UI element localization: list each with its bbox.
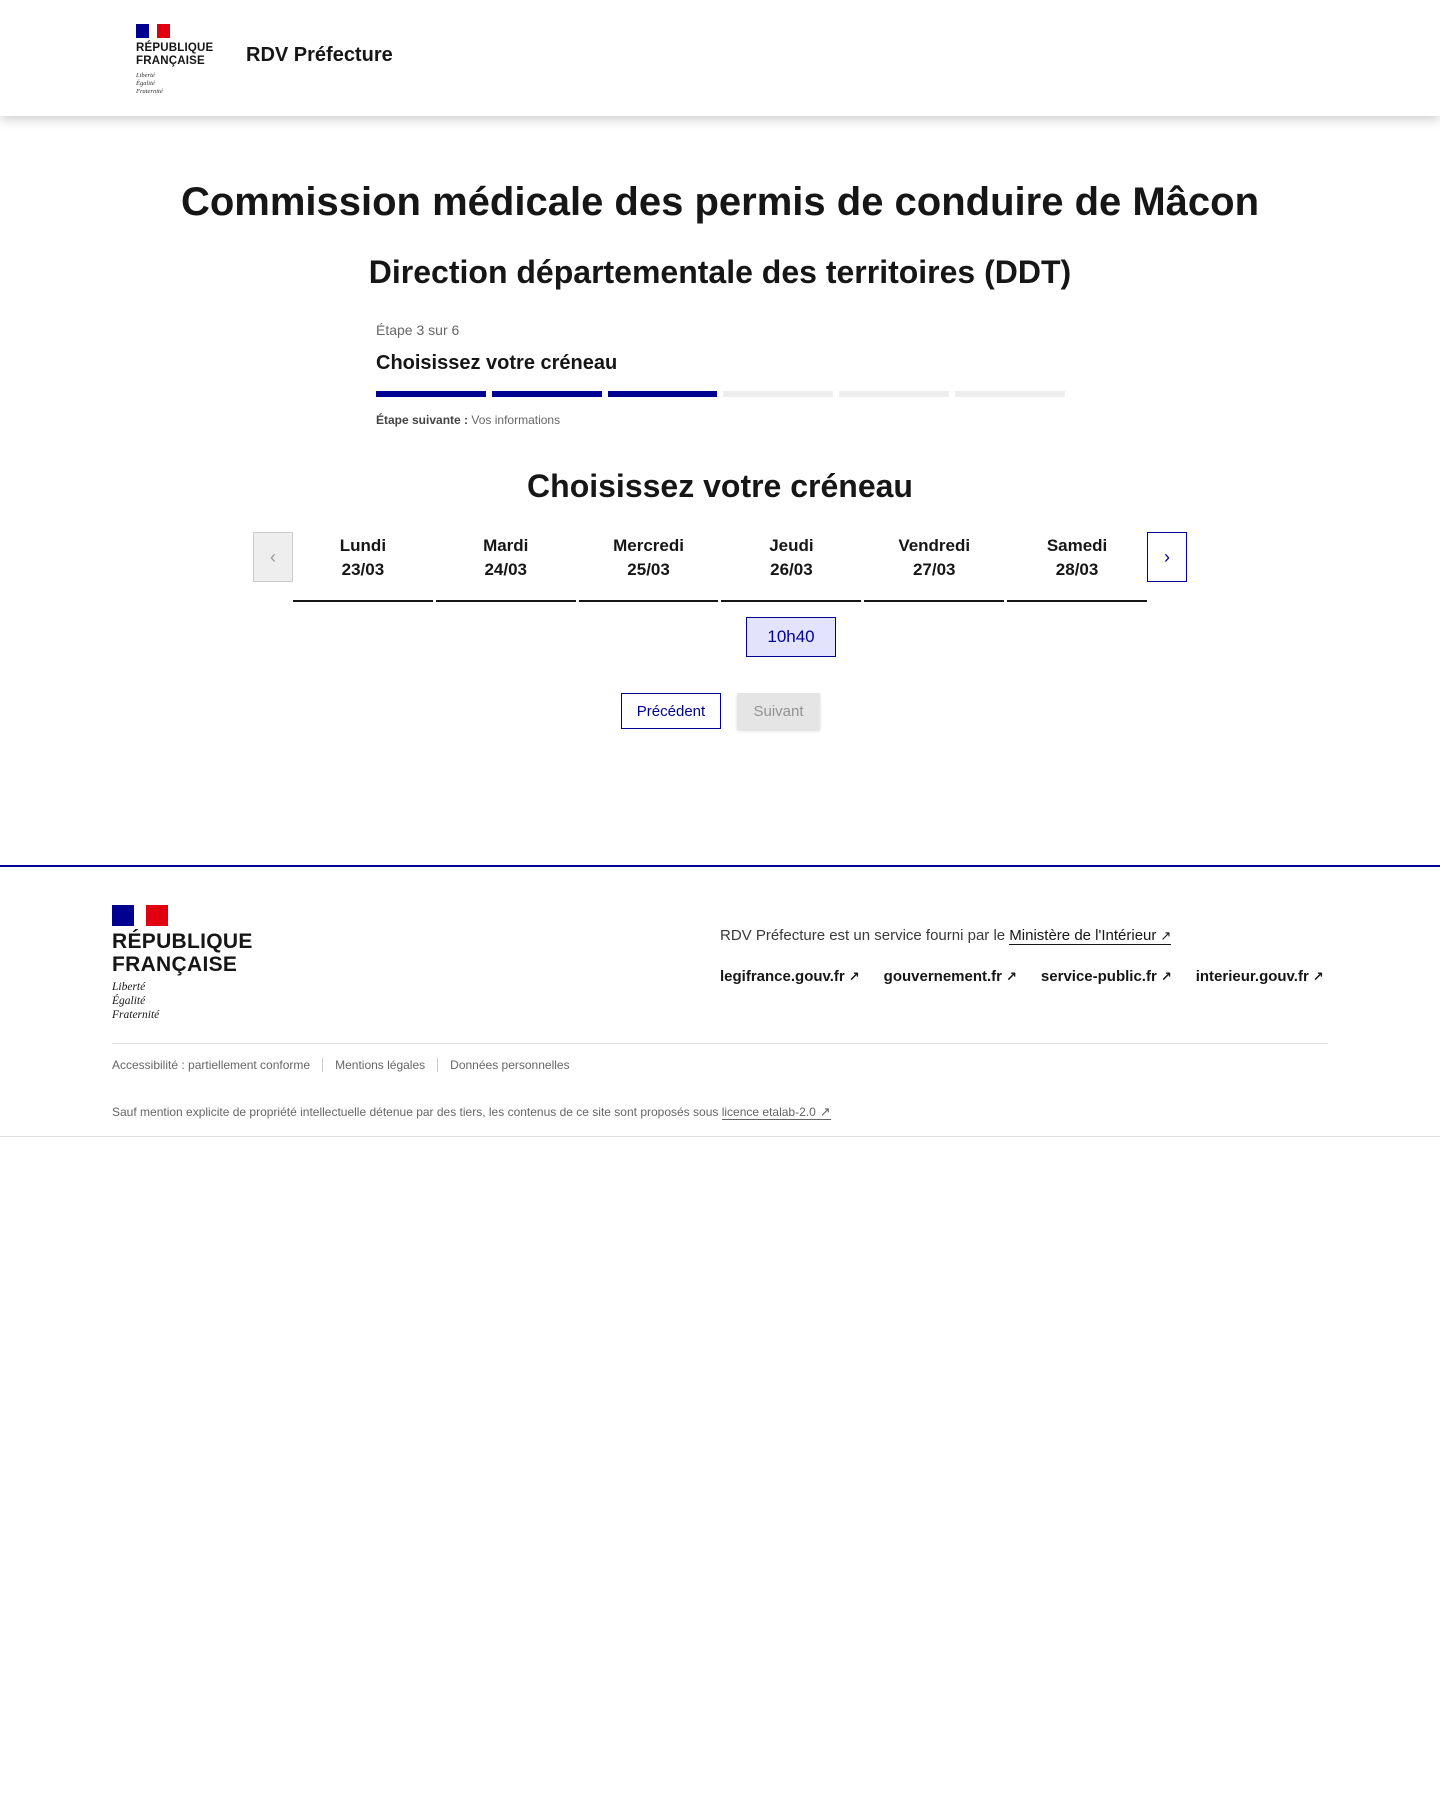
chevron-right-icon: ›	[1164, 546, 1170, 567]
service-title[interactable]: RDV Préfecture	[246, 44, 393, 66]
service-public-link[interactable]: service-public.fr ↗	[1040, 968, 1172, 985]
personal-data-link[interactable]: Données personnelles	[450, 1058, 570, 1072]
stepper	[376, 322, 1065, 427]
day-column: Lundi 23/03	[293, 532, 433, 602]
step-segment	[839, 391, 949, 397]
external-link-icon: ↗	[1312, 969, 1324, 984]
day-column: Vendredi 27/03	[864, 532, 1004, 602]
next-button[interactable]: Suivant	[737, 693, 820, 729]
step-count: Étape 3 sur 6	[376, 322, 460, 338]
page-subtitle: Direction départementale des territoires (DDT)	[368, 254, 1072, 290]
page-title: Commission médicale des permis de conduire de Mâcon	[180, 180, 1260, 224]
footer-republique-francaise-logo[interactable]	[112, 905, 272, 1022]
external-link-icon: ↗	[819, 1104, 831, 1119]
external-link-icon: ↗	[1160, 928, 1172, 943]
external-link-icon: ↗	[1160, 969, 1172, 984]
step-next-label: Étape suivante :	[376, 413, 469, 427]
days-row	[293, 532, 1147, 602]
footer-links	[720, 968, 1324, 985]
step-title: Choisissez votre créneau	[376, 352, 618, 374]
chevron-left-icon: ‹	[270, 546, 276, 567]
accessibility-link[interactable]: Accessibilité : partiellement conforme	[112, 1058, 323, 1072]
step-segment	[955, 391, 1065, 397]
step-segment	[723, 391, 833, 397]
external-link-icon: ↗	[1006, 969, 1017, 984]
interieur-link[interactable]: interieur.gouv.fr ↗	[1195, 968, 1324, 985]
footer-logo-text: RÉPUBLIQUE FRANÇAISE	[112, 930, 253, 976]
next-week-button[interactable]	[1147, 532, 1187, 582]
previous-button[interactable]: Précédent	[621, 693, 721, 729]
service-provider-text: RDV Préfecture est un service fourni par le Ministère de l'Intérieur ↗	[720, 927, 1172, 944]
day-column: Mercredi 25/03	[579, 532, 719, 602]
day-column: Samedi 28/03	[1007, 532, 1147, 602]
ministere-link[interactable]: Ministère de l'Intérieur ↗	[1009, 927, 1172, 944]
logo-motto: Liberté Égalité Fraternité	[136, 72, 163, 95]
footer-top-border	[0, 865, 1440, 867]
step-segment	[376, 391, 486, 397]
day-column: Jeudi 26/03	[721, 532, 861, 602]
step-next-value: Vos informations	[471, 413, 561, 427]
page-bottom-border	[0, 1136, 1440, 1137]
licence-link[interactable]: licence etalab-2.0 ↗	[721, 1104, 831, 1119]
day-column: Mardi 24/03	[436, 532, 576, 602]
site-header	[0, 0, 1440, 116]
licence-text: Sauf mention explicite de propriété intellectuelle détenue par des tiers, les contenus de ce site sont proposés sous licence etalab-2.0 ↗	[112, 1104, 831, 1119]
step-segment	[608, 391, 718, 397]
footer-bottom-links	[112, 1058, 594, 1072]
step-next	[376, 413, 1065, 427]
previous-week-button[interactable]	[253, 532, 293, 582]
legifrance-link[interactable]: legifrance.gouv.fr ↗	[720, 968, 860, 985]
marianne-flag-icon	[136, 24, 170, 38]
gouvernement-link[interactable]: gouvernement.fr ↗	[883, 968, 1017, 985]
legal-notice-link[interactable]: Mentions légales	[335, 1058, 438, 1072]
step-progress-bar	[376, 391, 1065, 397]
time-slot-button[interactable]: 10h40	[746, 617, 836, 657]
logo-text: RÉPUBLIQUE FRANÇAISE	[136, 42, 214, 67]
republique-francaise-logo[interactable]	[136, 24, 222, 96]
external-link-icon: ↗	[848, 969, 860, 984]
marianne-flag-icon	[112, 905, 168, 926]
calendar-title: Choisissez votre créneau	[527, 468, 913, 504]
calendar	[253, 532, 1187, 602]
footer-logo-motto: Liberté Égalité Fraternité	[112, 981, 160, 1021]
footer-divider	[112, 1043, 1328, 1044]
step-segment	[492, 391, 602, 397]
